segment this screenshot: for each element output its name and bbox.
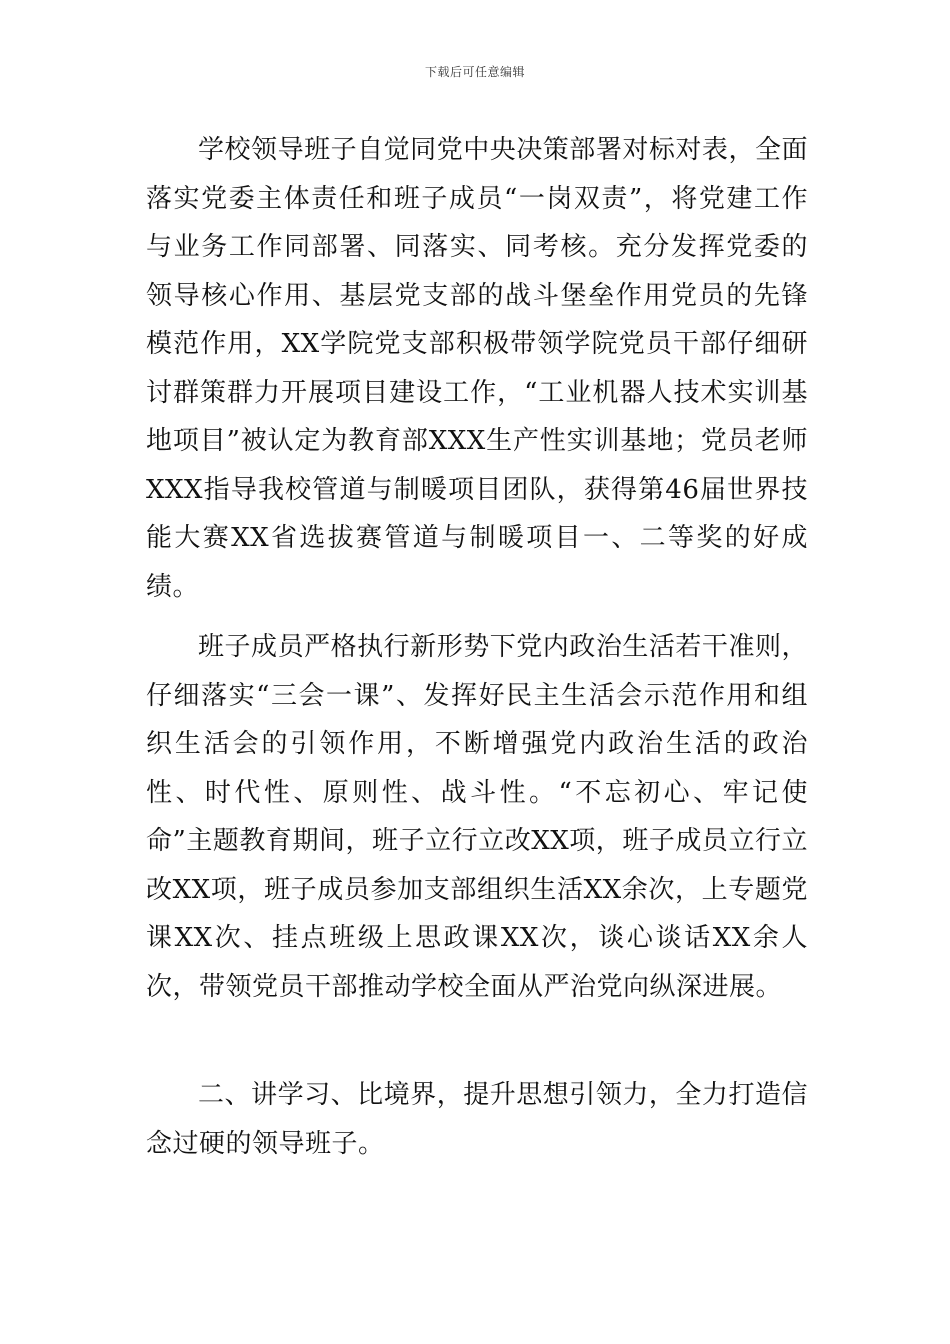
paragraph-party-political-life: 班子成员严格执行新形势下党内政治生活若干准则，仔细落实“三会一课”、发挥好民主生活会示范作用和组织生活会的引领作用，不断增强党内政治生活的政治性、时代性、原则性、战斗性。“不忘初心、牢记使命”主题教育期间，班子立行立改XX项，班子成员立行立改XX项，班子成员参加支部组织生活XX余次，上专题党课XX次、挂点班级上思政课XX次，谈心谈话XX余人次，带领党员干部推动学校全面从严治党向纵深进展。: [146, 632, 808, 1002]
paragraph-leadership-responsibility: 学校领导班子自觉同党中央决策部署对标对表，全面落实党委主体责任和班子成员“一岗双责”，将党建工作与业务工作同部署、同落实、同考核。充分发挥党委的领导核心作用、基层党支部的战斗堡垒作用党员的先锋模范作用，XX学院党支部积极带领学院党员干部仔细研讨群策群力开展项目建设工作，“工业机器人技术实训基地项目”被认定为教育部XXX生产性实训基地；党员老师XXX指导我校管道与制暖项目团队，获得第46届世界技能大赛XX省选拔赛管道与制暖项目一、二等奖的好成绩。: [146, 135, 808, 602]
paragraph-section-heading: 二、讲学习、比境界，提升思想引领力，全力打造信念过硬的领导班子。: [146, 1080, 808, 1159]
page-header: 下载后可任意编辑: [424, 65, 525, 79]
